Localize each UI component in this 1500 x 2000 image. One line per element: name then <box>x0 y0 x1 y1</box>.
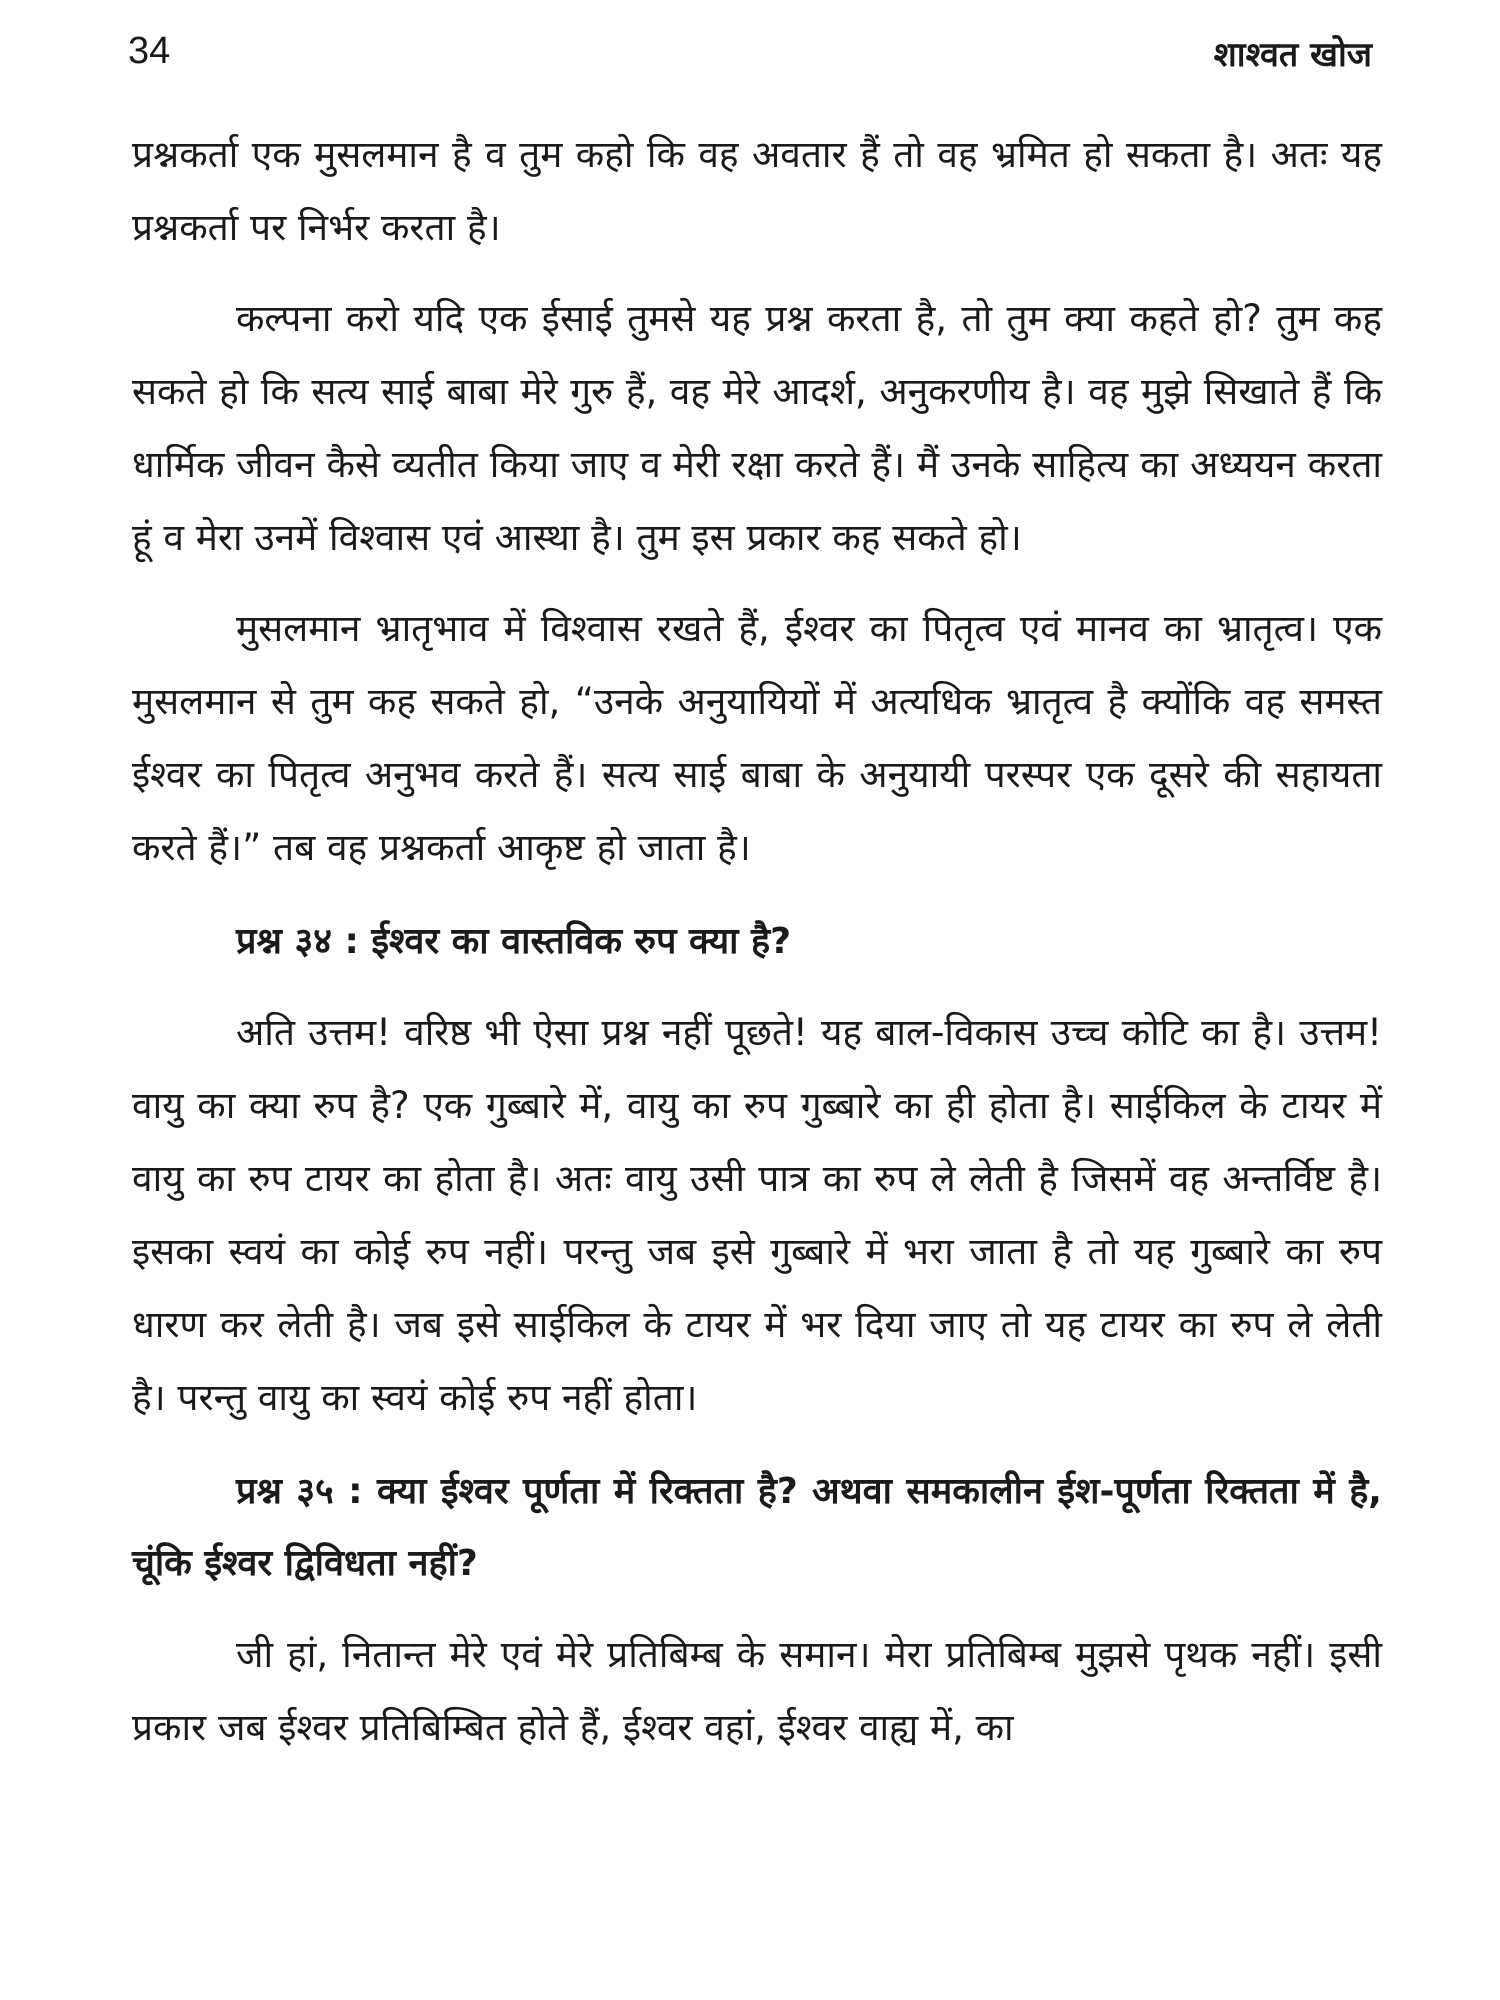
page-header <box>128 30 1372 90</box>
running-title: शाश्वत खोज <box>1213 35 1372 75</box>
paragraph-5: जी हां, नितान्त मेरे एवं मेरे प्रतिबिम्ब के समान। मेरा प्रतिबिम्ब मुझसे पृथक नहीं। इसी प्रकार जब ईश्वर प्रतिबिम्बित होते हैं, ईश्वर वहां, ईश्वर वाह्य में, का <box>132 1633 1382 1749</box>
question-34-heading: प्रश्न ३४ : ईश्वर का वास्तविक रुप क्या है? <box>236 921 792 962</box>
question-35-heading: प्रश्न ३५ : क्या ईश्वर पूर्णता में रिक्तता है? अथवा समकालीन ईश-पूर्णता रिक्तता में है, चूंकि ईश्वर द्विविधता नहीं? <box>132 1471 1382 1584</box>
page-number: 34 <box>128 30 171 72</box>
paragraph-4: अति उत्तम! वरिष्ठ भी ऐसा प्रश्न नहीं पूछते! यह बाल-विकास उच्च कोटि का है। उत्तम! वायु का क्या रुप है? एक गुब्बारे में, वायु का रुप गुब्बारे का ही होता है। साईकिल के टायर में वायु का रुप टायर का होता है। अतः वायु उसी पात्र का रुप ले लेती है जिसमें वह अन्तर्विष्ट है। इसका स्वयं का कोई रुप नहीं। परन्तु जब इसे गुब्बारे में भरा जाता है तो यह गुब्बारे का रुप धारण कर लेती है। जब इसे साईकिल के टायर में भर दिया जाए तो यह टायर का रुप ले लेती है। परन्तु वायु का स्वयं कोई रुप नहीं होता। <box>132 1011 1382 1419</box>
paragraph-3: मुसलमान भ्रातृभाव में विश्वास रखते हैं, ईश्वर का पितृत्व एवं मानव का भ्रातृत्व। एक मुसलमान से तुम कह सकते हो, “उनके अनुयायियों में अत्यधिक भ्रातृत्व है क्योंकि वह समस्त ईश्वर का पितृत्व अनुभव करते हैं। सत्य साई बाबा के अनुयायी परस्पर एक दूसरे की सहायता करते हैं।” तब वह प्रश्नकर्ता आकृष्ट हो जाता है। <box>132 607 1382 869</box>
paragraph-1: प्रश्नकर्ता एक मुसलमान है व तुम कहो कि वह अवतार हैं तो वह भ्रमित हो सकता है। अतः यह प्रश्नकर्ता पर निर्भर करता है। <box>132 133 1382 249</box>
paragraph-2: कल्पना करो यदि एक ईसाई तुमसे यह प्रश्न करता है, तो तुम क्या कहते हो? तुम कह सकते हो कि सत्य साई बाबा मेरे गुरु हैं, वह मेरे आदर्श, अनुकरणीय है। वह मुझे सिखाते हैं कि धार्मिक जीवन कैसे व्यतीत किया जाए व मेरी रक्षा करते हैं। मैं उनके साहित्य का अध्ययन करता हूं व मेरा उनमें विश्वास एवं आस्था है। तुम इस प्रकार कह सकते हो। <box>132 297 1382 559</box>
page-body <box>132 118 1382 1764</box>
